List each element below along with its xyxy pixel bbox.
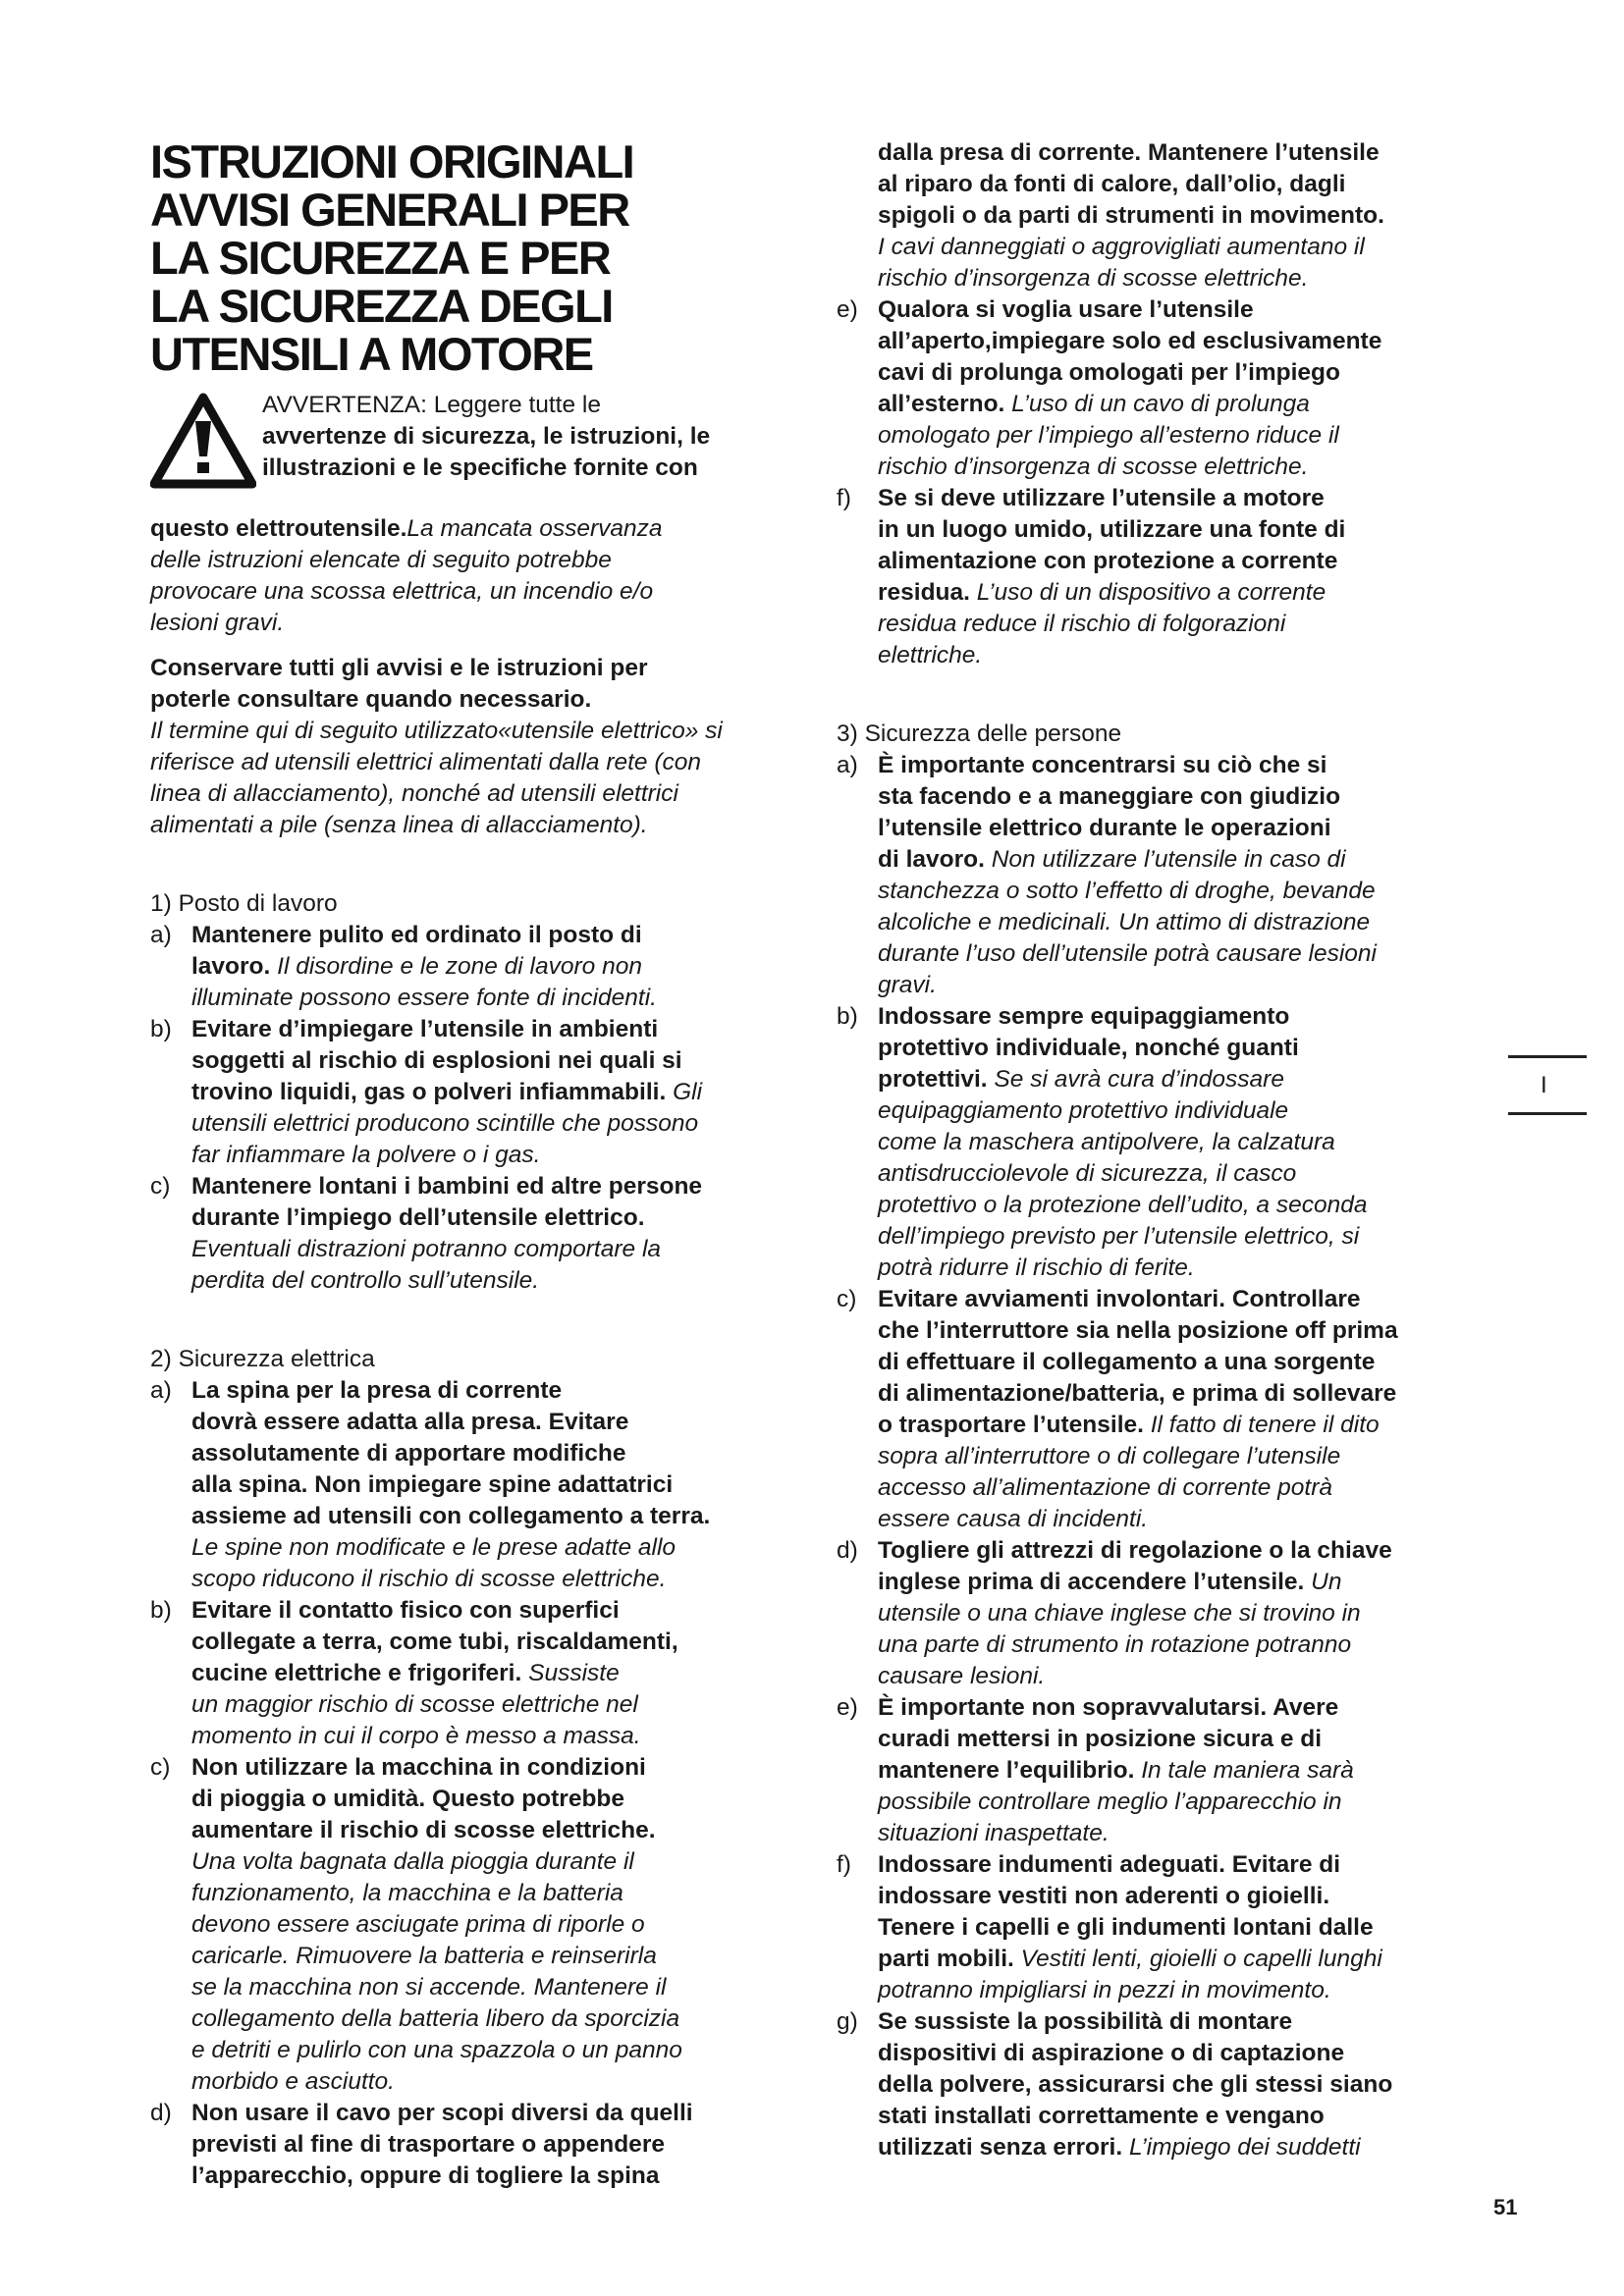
warning-triangle-icon [150, 392, 256, 490]
list-item: d) Togliere gli attrezzi di regolazione o la chiave inglese prima di accendere l’utensile. Un utensile o una chiave inglese che si trovino in una parte di strumento in rotazione potranno causare lesioni. [837, 1537, 1392, 1689]
language-tab: I [1541, 1072, 1547, 1098]
right-column [837, 137, 1504, 2163]
list-item: b) Evitare d’impiegare l’utensile in ambienti soggetti al rischio di esplosioni nei quali si trovino liquidi, gas o polveri infiammabili. Gli utensili elettrici producono scintille che possono far infiammare la polvere o i gas. [150, 1016, 703, 1168]
section-heading-work-area: 1) Posto di lavoro [150, 890, 338, 917]
left-column [150, 137, 818, 2192]
lang-tab-top-rule [1508, 1055, 1587, 1058]
list-item: c) Mantenere lontani i bambini ed altre persone durante l’impiego dell’utensile elettrico. Eventuali distrazioni potranno comportare la perdita del controllo sull’utensile. [150, 1173, 703, 1294]
lang-tab-bottom-rule [1508, 1112, 1587, 1115]
page-title: ISTRUZIONI ORIGINALI AVVISI GENERALI PER LA SICUREZZA E PER LA SICUREZZA DEGLI UTENSILI A MOTORE [150, 135, 634, 380]
list-item: b) Indossare sempre equipaggiamento protettivo individuale, nonché guanti protettivi. Se si avrà cura d’indossare equipaggiamento protettivo individuale come la maschera antipolvere, la calzatura antisdrucciolevole di sicurezza, il casco protettivo o la protezione dell’udito, a seconda dell’impiego previsto per l’utensile elettrico, si potrà ridurre il rischio di ferite. [837, 1003, 1368, 1281]
list-item: g) Se sussiste la possibilità di montare dispositivi di aspirazione o di captazione della polvere, assicurarsi che gli stessi siano stati installati correttamente e vengano utilizzati senza errori. L’impiego dei suddetti [837, 2008, 1393, 2161]
list-item-continued: dalla presa di corrente. Mantenere l’utensile al riparo da fonti di calore, dall’olio, dagli spigoli o da parti di strumenti in movimento. I cavi danneggiati o aggrovigliati aumentano il rischio d’insorgenza di scosse elettriche. [878, 139, 1384, 292]
list-item: e) È importante non sopravvalutarsi. Avere curadi mettersi in posizione sicura e di mantenere l’equilibrio. In tale maniera sarà possibile controllare meglio l’apparecchio in situazioni inaspettate. [837, 1694, 1354, 1846]
list-item: c) Evitare avviamenti involontari. Controllare che l’interruttore sia nella posizione off prima di effettuare il collegamento a una sorgente di alimentazione/batteria, e prima di sollevare o trasportare l’utensile. Il fatto di tenere il dito sopra all’interruttore o di collegare l’utensile accesso all’alimentazione di corrente potrà essere causa di incidenti. [837, 1286, 1398, 1532]
section-heading-electrical-safety: 2) Sicurezza elettrica [150, 1346, 375, 1372]
section-heading-personal-safety: 3) Sicurezza delle persone [837, 721, 1122, 747]
warning-section: AVVERTENZA: Leggere tutte le avvertenze di sicurezza, le istruzioni, le illustrazioni e le specifiche fornite con questo elettroutensile.La mancata osservanza delle istruzioni elencate di seguito potrebbe provocare una scossa elettrica, un incendio e/o lesioni gravi. [150, 392, 711, 636]
list-item: a) È importante concentrarsi su ciò che si sta facendo e a maneggiare con giudizio l’utensile elettrico durante le operazioni di lavoro. Non utilizzare l’utensile in caso di stanchezza o sotto l’effetto di droghe, bevande alcoliche e medicinali. Un attimo di distrazione durante l’uso dell’utensile potrà causare lesioni gravi. [837, 752, 1378, 998]
list-item: b) Evitare il contatto fisico con superfici collegate a terra, come tubi, riscaldamenti, cucine elettriche e frigoriferi. Sussiste un maggior rischio di scosse elettriche nel momento in cui il corpo è messo a massa. [150, 1597, 678, 1749]
list-item: d) Non usare il cavo per scopi diversi da quelli previsti al fine di trasportare o appendere l’apparecchio, oppure di togliere la spina [150, 2100, 693, 2189]
list-item: f) Indossare indumenti adeguati. Evitare di indossare vestiti non aderenti o gioielli. Tenere i capelli e gli indumenti lontani dalle parti mobili. Vestiti lenti, gioielli o capelli lunghi potranno impigliarsi in pezzi in movimento. [837, 1851, 1382, 2003]
page-number: 51 [1493, 2195, 1518, 2219]
list-item: f) Se si deve utilizzare l’utensile a motore in un luogo umido, utilizzare una fonte di alimentazione con protezione a corrente residua. L’uso di un dispositivo a corrente residua reduce il rischio di folgorazioni elettriche. [837, 485, 1346, 668]
list-item: a) La spina per la presa di corrente dovrà essere adatta alla presa. Evitare assolutamente di apportare modifiche alla spina. Non impiegare spine adattatrici assieme ad utensili con collegamento a terra. Le spine non modificate e le prese adatte allo scopo riducono il rischio di scosse elettriche. [150, 1377, 711, 1592]
list-item: c) Non utilizzare la macchina in condizioni di pioggia o umidità. Questo potrebbe aumentare il rischio di scosse elettriche. Una volta bagnata dalla pioggia durante il funzionamento, la macchina e la batteria devono essere asciugate prima di riporle o caricarle. Rimuovere la batteria e reinserirla se la macchina non si accende. Mantenere il collegamento della batteria libero da sporcizia e detriti e pulirlo con una spazzola o un panno morbido e asciutto. [150, 1754, 682, 2095]
list-item: e) Qualora si voglia usare l’utensile all’aperto,impiegare solo ed esclusivamente cavi di prolunga omologati per l’impiego all’esterno. L’uso di un cavo di prolunga omologato per l’impiego all’esterno riduce il rischio d’insorgenza di scosse elettriche. [837, 296, 1382, 480]
list-item: a) Mantenere pulito ed ordinato il posto di lavoro. Il disordine e le zone di lavoro non illuminate possono essere fonte di incidenti. [150, 922, 657, 1011]
keep-instructions: Conservare tutti gli avvisi e le istruzioni per poterle consultare quando necessario. Il termine qui di seguito utilizzato«utensile elettrico» si riferisce ad utensili elettrici alimentati dalla rete (con linea di allacciamento), nonché ad utensili elettrici alimentati a pile (senza linea di allacciamento). [150, 655, 723, 838]
